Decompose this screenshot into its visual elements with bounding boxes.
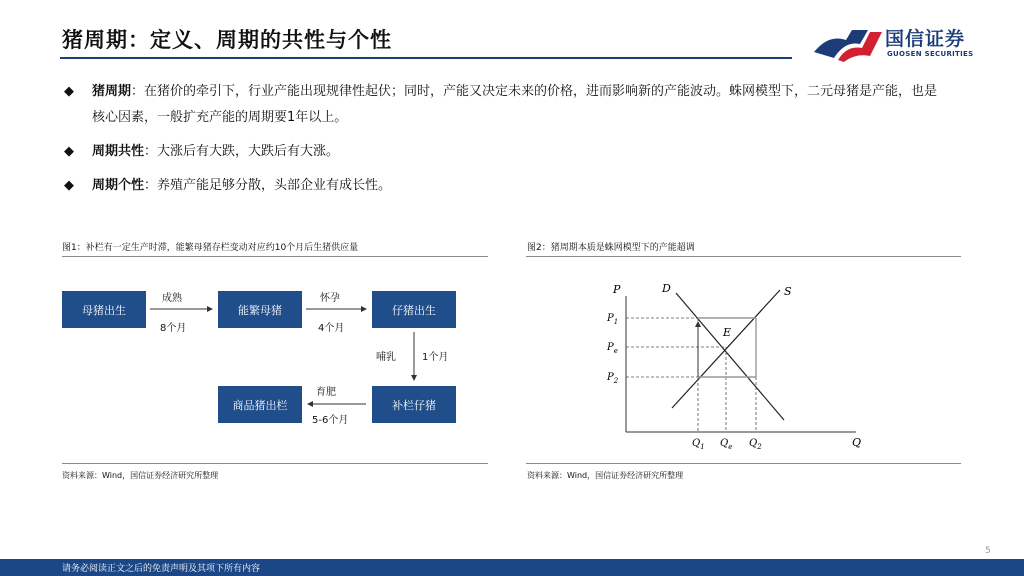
label-5-6-months: 5-6个月 — [312, 415, 349, 426]
diamond-bullet-icon: ◆ — [64, 178, 74, 193]
bullet-text: 在猪价的牵引下，行业产能出现规律性起伏；同时，产能又决定未来的价格，进而影响新的产能波动。蛛网模型下，二元母猪是产能，也是核心因素，一般扩充产能的周期要1年以上。 — [92, 84, 938, 125]
bullet-text: 大涨后有大跌，大跌后有大涨。 — [157, 144, 340, 159]
diamond-bullet-icon: ◆ — [64, 144, 74, 159]
equilibrium-label: E — [723, 326, 732, 339]
label-8-months: 8个月 — [160, 323, 187, 334]
page-title: 猪周期：定义、周期的共性与个性 — [62, 28, 392, 52]
label-nursing: 哺乳 — [376, 352, 396, 363]
box-market-hog: 商品猪出栏 — [218, 386, 302, 423]
diamond-bullet-icon: ◆ — [64, 84, 74, 99]
figure1-source: 资料来源：Wind，国信证券经济研究所整理 — [62, 471, 219, 480]
bullet-heading: 周期共性 — [92, 144, 145, 159]
logo-english-name: GUOSEN SECURITIES — [887, 50, 974, 58]
pe-label: $P_e$ — [607, 342, 618, 355]
footer-disclaimer: 请务必阅读正文之后的免责声明及其项下所有内容 — [62, 564, 261, 574]
q1-label: $Q_1$ — [692, 438, 705, 451]
p1-label: $P_1$ — [607, 313, 619, 326]
figure1-title: 图1：补栏有一定生产时滞，能繁母猪存栏变动对应约10个月后生猪供应量 — [62, 243, 359, 253]
bullet-heading: 周期个性 — [92, 178, 145, 193]
bullet-text: 养殖产能足够分散，头部企业有成长性。 — [157, 178, 392, 193]
label-mature: 成熟 — [162, 293, 182, 304]
label-4-months: 4个月 — [318, 323, 345, 334]
demand-curve — [676, 293, 784, 420]
p2-label: $P_2$ — [607, 372, 619, 385]
supply-label: S — [784, 285, 792, 298]
bullet-item-cycle-individuality: ◆ 周期个性：养殖产能足够分散，头部企业有成长性。 — [64, 173, 944, 199]
label-fattening: 育肥 — [316, 387, 336, 398]
bullet-heading: 猪周期 — [92, 84, 132, 99]
box-sow-birth: 母猪出生 — [62, 291, 146, 328]
box-restock-piglet: 补栏仔猪 — [372, 386, 456, 423]
figure2-source: 资料来源：Wind，国信证券经济研究所整理 — [527, 471, 684, 480]
figure2-title: 图2：猪周期本质是蛛网模型下的产能超调 — [527, 243, 695, 253]
box-breeding-sow: 能繁母猪 — [218, 291, 302, 328]
logo-chinese-name: 国信证券 — [885, 28, 966, 50]
q-axis-label: Q — [852, 436, 862, 449]
q2-label: $Q_2$ — [749, 438, 762, 451]
bullet-item-pig-cycle: ◆ 猪周期：在猪价的牵引下，行业产能出现规律性起伏；同时，产能又决定未来的价格，进而影响新的产能波动。蛛网模型下，二元母猪是产能，也是核心因素，一般扩充产能的周期要1年以上。 — [64, 79, 944, 131]
demand-label: D — [662, 282, 671, 295]
label-1-month: 1个月 — [422, 352, 449, 363]
qe-label: $Q_e$ — [720, 438, 733, 451]
label-pregnant: 怀孕 — [320, 293, 340, 304]
page-number: 5 — [985, 546, 991, 556]
bullet-item-cycle-commonality: ◆ 周期共性：大涨后有大跌，大跌后有大涨。 — [64, 139, 944, 165]
box-piglet-birth: 仔猪出生 — [372, 291, 456, 328]
p-axis-label: P — [613, 283, 621, 296]
